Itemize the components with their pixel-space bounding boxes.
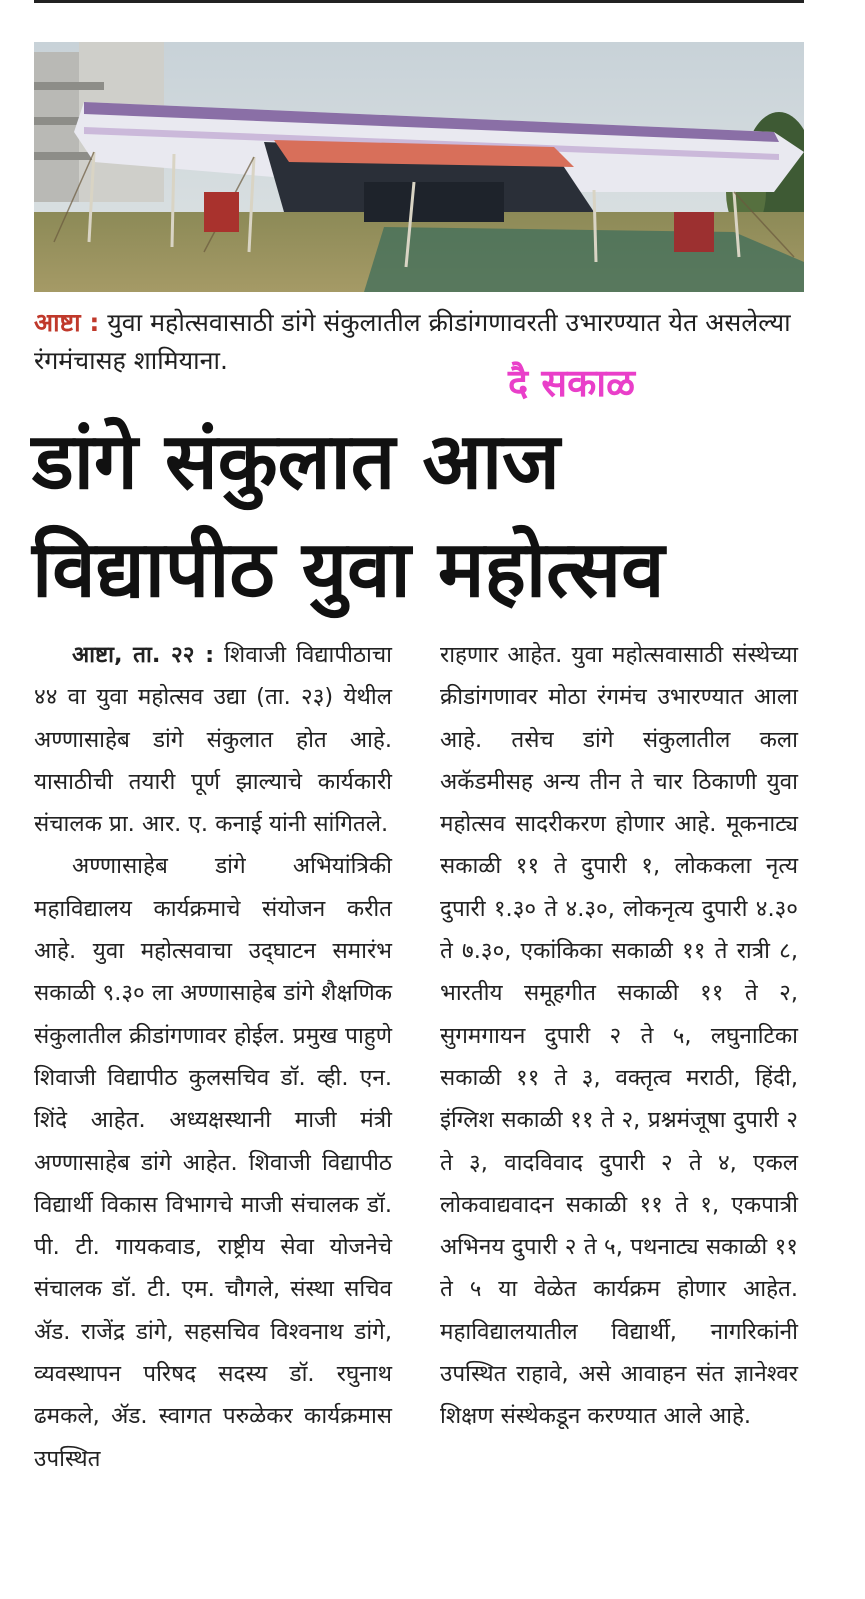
article-column-left bbox=[34, 634, 392, 1480]
tent-stage-photo-icon bbox=[34, 42, 804, 292]
headline-line-1: डांगे संकुलात आज bbox=[32, 417, 560, 507]
caption-place: आष्टा : bbox=[34, 308, 100, 337]
article-paragraph-1 bbox=[34, 634, 392, 845]
caption-text: युवा महोत्सवासाठी डांगे संकुलातील क्रीडांगणावरती उभारण्यात येत असलेल्या रंगमंचासह शामियाना. bbox=[34, 308, 791, 375]
article-column-right bbox=[440, 634, 798, 1438]
article-paragraph-3: राहणार आहेत. युवा महोत्सवासाठी संस्थेच्या क्रीडांगणावर मोठा रंगमंच उभारण्यात आला आहे. तसेच डांगे संकुलातील कला अकॅडमीसह अन्य तीन ते चार ठिकाणी युवा महोत्सव सादरीकरण होणार आहे. मूकनाट्य सकाळी ११ ते दुपारी १, लोककला नृत्य दुपारी १.३० ते ४.३०, लोकनृत्य दुपारी ४.३० ते ७.३०, एकांकिका सकाळी ११ ते रात्री ८, भारतीय समूहगीत सकाळी ११ ते २, सुगमगायन दुपारी २ ते ५, लघुनाटिका सकाळी ११ ते ३, वक्तृत्व मराठी, हिंदी, इंग्लिश सकाळी ११ ते २, प्रश्नमंजूषा दुपारी २ ते ३, वादविवाद दुपारी २ ते ४, एकल लोकवाद्यवादन सकाळी ११ ते १, एकपात्री अभिनय दुपारी २ ते ५, पथनाट्य सकाळी ११ ते ५ या वेळेत कार्यक्रम होणार आहेत. महाविद्यालयातील विद्यार्थी, नागरिकांनी उपस्थित राहावे, असे आवाहन संत ज्ञानेश्वर शिक्षण संस्थेकडून करण्यात आले आहे. bbox=[440, 642, 798, 1430]
article-paragraph-2: अण्णासाहेब डांगे अभियांत्रिकी महाविद्यालय कार्यक्रमाचे संयोजन करीत आहे. युवा महोत्सवाचा उद्‌घाटन समारंभ सकाळी ९.३० ला अण्णासाहेब डांगे शैक्षणिक संकुलातील क्रीडांगणावर होईल. प्रमुख पाहुणे शिवाजी विद्यापीठ कुलसचिव डॉ. व्ही. एन. शिंदे आहेत. अध्यक्षस्थानी माजी मंत्री अण्णासाहेब डांगे आहेत. शिवाजी विद्यापीठ विद्यार्थी विकास विभागचे माजी संचालक डॉ. पी. टी. गायकवाड, राष्ट्रीय सेवा योजनेचे संचालक डॉ. टी. एम. चौगले, संस्था सचिव ॲड. राजेंद्र डांगे, सहसचिव विश्वनाथ डांगे, व्यवस्थापन परिषद सदस्य डॉ. रघुनाथ ढमकले, ॲड. स्वागत परुळेकर कार्यक्रमास उपस्थित bbox=[34, 853, 392, 1472]
headline-line-2: विद्यापीठ युवा महोत्सव bbox=[32, 525, 665, 615]
newspaper-source: दै सकाळ bbox=[508, 361, 636, 405]
tent-stage-photo bbox=[34, 42, 804, 292]
headline bbox=[32, 408, 832, 624]
photo-caption bbox=[34, 304, 804, 380]
top-rule bbox=[34, 0, 804, 3]
dateline: आष्टा, ता. २२ : bbox=[72, 642, 215, 668]
paragraph-1-text: शिवाजी विद्यापीठाचा ४४ वा युवा महोत्सव उद्या (ता. २३) येथील अण्णासाहेब डांगे संकुलात होत आहे. यासाठीची तयारी पूर्ण झाल्याचे कार्यकारी संचालक प्रा. आर. ए. कनाई यांनी सांगितले. bbox=[34, 642, 392, 838]
